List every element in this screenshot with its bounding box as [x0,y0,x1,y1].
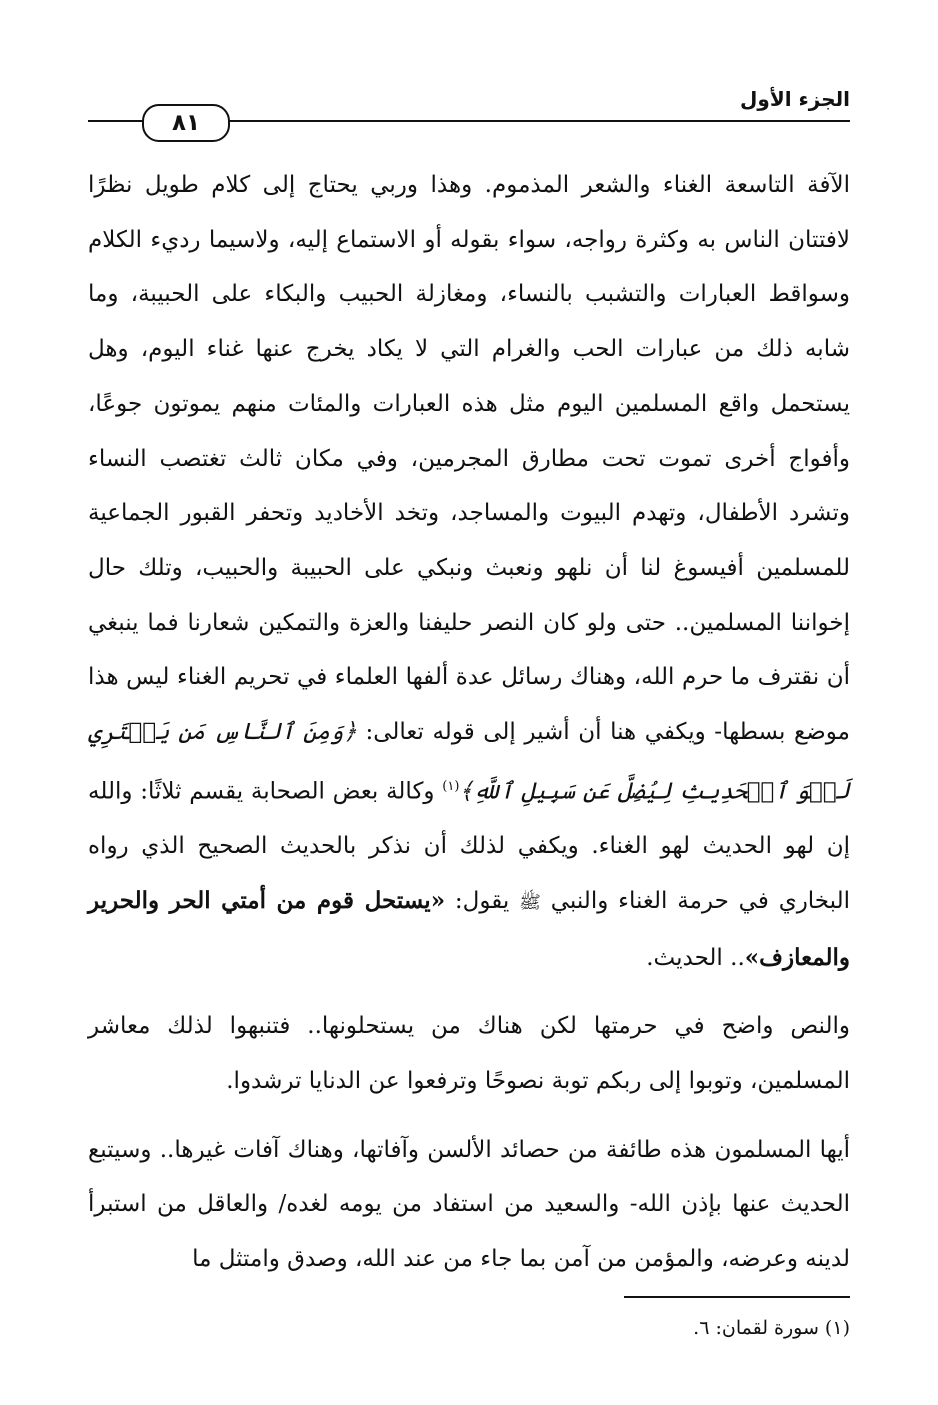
paragraph-1-text-c: يقول: [445,887,520,914]
paragraph-1 [88,158,850,985]
honorific-symbol: ﷺ [519,891,541,913]
hadith-quote: «يستحل قوم من أمتي الحر والحرير والمعازف» [88,886,850,971]
page-header-title: الجزء الأول [740,87,850,111]
paragraph-1-text-d: .. الحديث. [646,944,745,971]
footnote: (١) سورة لقمان: ٦. [693,1317,850,1339]
paragraph-3: أيها المسلمون هذه طائفة من حصائد الألسن وآفاتها، وهناك آفات غيرها.. وسيتبع الحديث عنها بإذن الله- والسعيد من استفاد من يومه لغده/ والعاقل من استبرأ لدينه وعرضه، والمؤمن من آمن بما جاء من عند الله، وصدق وامتثل ما [88,1136,850,1273]
footnote-separator [624,1296,850,1298]
quran-verse: ﴿وَمِنَ ٱلنَّاسِ مَن يَشۡتَرِي لَهۡوَ ٱلۡحَدِيثِ لِيُضِلَّ عَن سَبِيلِ ٱللَّهِ﴾ [88,719,851,805]
page-number: ٨١ [142,104,230,142]
paragraph-1-text-a: الآفة التاسعة الغناء والشعر المذموم. وهذا وربي يحتاج إلى كلام طويل نظرًا لافتتان الناس به وكثرة رواجه، سواء بقوله أو الاستماع إليه، ولاسيما رديء الكلام وسواقط العبارات والتشبب بالنساء، ومغازلة الحبيب والبكاء على الحبيبة، وما شابه ذلك من عبارات الحب والغرام التي لا يكاد يخرج عنها غناء اليوم، وهل يستحمل واقع المسلمين اليوم مثل هذه العبارات والمئات منهم يموتون جوعًا، وأفواج أخرى تموت تحت مطارق المجرمين، وفي مكان ثالث تغتصب النساء وتشرد الأطفال، وتهدم البيوت والمساجد، وتخد الأخاديد وتحفر القبور الجماعية للمسلمين أفيسوغ لنا أن نلهو ونعبث ونبكي على الحبيبة والحبيب، وتلك حال إخواننا المسلمين.. حتى ولو كان النصر حليفنا والعزة والتمكين شعارنا فما ينبغي أن نقترف ما حرم الله، وهناك رسائل عدة ألفها العلماء في تحريم الغناء ليس هذا موضع بسطها- ويكفي هنا أن أشير إلى قوله تعالى: [88,172,850,746]
footnote-reference: (١) [442,778,460,794]
paragraph-2: والنص واضح في حرمتها لكن هناك من يستحلونها.. فتنبهوا لذلك معاشر المسلمين، وتوبوا إلى ربكم توبة نصوحًا وترفعوا عن الدنايا ترشدوا. [88,1013,850,1094]
main-text [88,158,850,1287]
paragraph-1-text-b: وكالة بعض الصحابة يقسم ثلاثًا: والله إن لهو الحديث لهو الغناء. ويكفي لذلك أن نذكر بالحديث الصحيح الذي رواه البخاري في حرمة الغناء والنبي [88,778,850,914]
